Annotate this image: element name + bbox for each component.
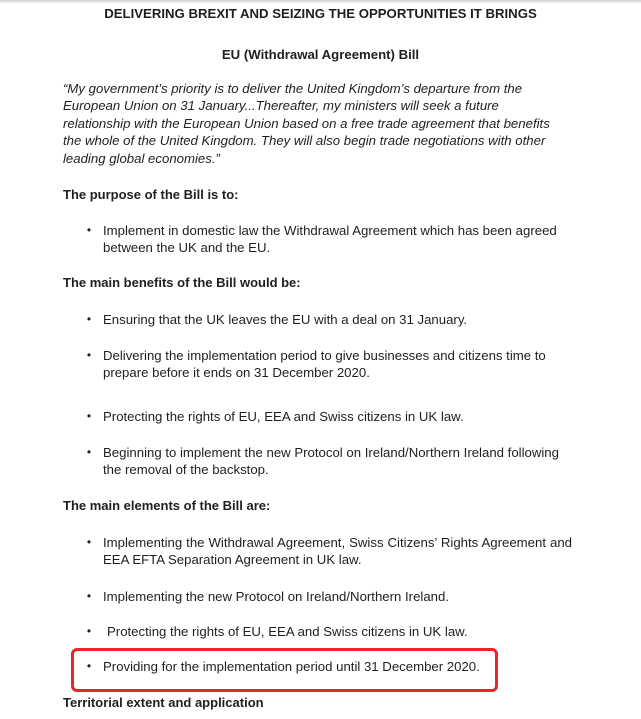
bullet-icon: •: [86, 535, 92, 549]
quote-line: “My government’s priority is to deliver the United Kingdom’s departure from the: [63, 81, 523, 96]
bullet-icon: •: [86, 624, 92, 638]
list-item-text: Implementing the Withdrawal Agreement, Swiss Citizens’ Rights Agreement and EEA EFTA Separation Agreement in UK law.: [103, 535, 572, 568]
document-title: DELIVERING BREXIT AND SEIZING THE OPPORTUNITIES IT BRINGS: [104, 6, 537, 21]
list-item-text: Implement in domestic law the Withdrawal Agreement which has been agreed between the UK and the EU.: [103, 223, 557, 256]
section-heading-benefits: The main benefits of the Bill would be:: [63, 275, 301, 290]
list-item: [82, 408, 572, 425]
list-item-text: Beginning to implement the new Protocol on Ireland/Northern Ireland following the removal of the backstop.: [103, 445, 559, 478]
bullet-icon: •: [86, 445, 92, 459]
list-item-text: Protecting the rights of EU, EEA and Swiss citizens in UK law.: [103, 409, 464, 424]
section-heading-territorial: Territorial extent and application: [63, 695, 264, 710]
list-item: [82, 534, 572, 569]
quote-line: relationship with the European Union based on a free trade agreement that benefits: [63, 115, 550, 131]
quote-line: the whole of the United Kingdom. They will also begin trade negotiations with other: [63, 133, 546, 149]
list-item-text: Delivering the implementation period to give businesses and citizens time to prepare before it ends on 31 December 2020.: [103, 348, 546, 381]
highlighted-list-item: [82, 658, 572, 675]
bullet-icon: •: [86, 589, 92, 603]
list-item-text: Providing for the implementation period until 31 December 2020.: [103, 659, 480, 674]
bill-title: EU (Withdrawal Agreement) Bill: [221, 47, 420, 62]
list-item: [82, 222, 572, 257]
list-item: [82, 588, 572, 605]
bullet-icon: •: [86, 409, 92, 423]
section-heading-purpose: The purpose of the Bill is to:: [63, 187, 239, 202]
bullet-icon: •: [86, 348, 92, 362]
viewer-top-shadow: [0, 0, 641, 4]
bullet-icon: •: [86, 659, 92, 673]
list-item: [82, 347, 572, 382]
list-item-text: Implementing the new Protocol on Ireland/Northern Ireland.: [103, 589, 449, 604]
quote-line: leading global economies.”: [63, 150, 220, 166]
quote-line: European Union on 31 January...Thereafter, my ministers will seek a future: [63, 98, 499, 114]
list-item: [82, 623, 572, 640]
list-item: [82, 311, 572, 328]
kings-speech-quote: [63, 80, 583, 167]
list-item-text: Protecting the rights of EU, EEA and Swiss citizens in UK law.: [107, 624, 468, 639]
list-item-text: Ensuring that the UK leaves the EU with a deal on 31 January.: [103, 312, 468, 327]
list-item: [82, 444, 572, 479]
bullet-icon: •: [86, 223, 92, 237]
bullet-icon: •: [86, 312, 92, 326]
section-heading-elements: The main elements of the Bill are:: [63, 498, 271, 513]
